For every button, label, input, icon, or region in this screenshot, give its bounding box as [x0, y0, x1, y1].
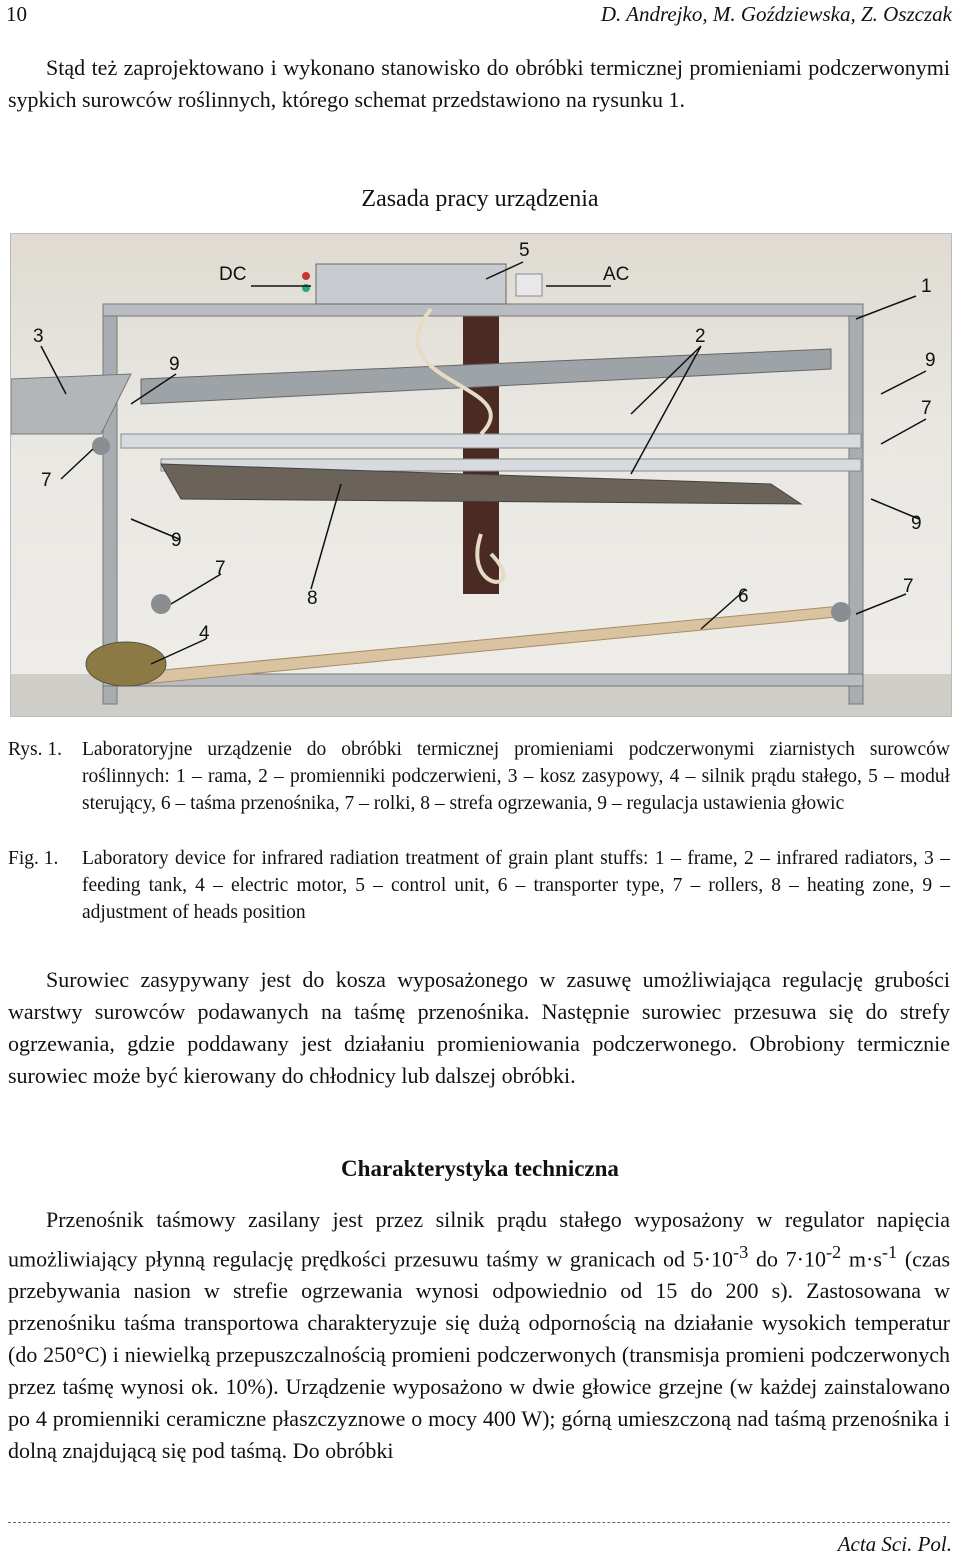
- terminal-green: [302, 284, 310, 292]
- label-3-feeding-tank: 3: [33, 326, 44, 347]
- exponent: -3: [733, 1242, 749, 1262]
- page-number: 10: [6, 2, 27, 26]
- ac-plug: [516, 274, 542, 296]
- exponent: -1: [881, 1242, 898, 1262]
- label-9-head-adjust: 9: [169, 354, 180, 375]
- section-title-principle: Zasada pracy urządzenia: [361, 186, 599, 212]
- paragraph-text: [8, 1204, 950, 1467]
- page-header: [6, 2, 952, 32]
- caption-tag-en: Fig. 1.: [8, 848, 59, 869]
- label-ac: AC: [603, 264, 630, 285]
- roller: [831, 602, 851, 622]
- label-7-roller: 7: [903, 576, 914, 597]
- label-2-radiators: 2: [695, 326, 706, 347]
- label-8-heating-zone: 8: [307, 588, 318, 609]
- label-7-roller: 7: [921, 398, 932, 419]
- journal-footer: Acta Sci. Pol.: [837, 1532, 952, 1556]
- label-9-head-adjust: 9: [171, 530, 182, 551]
- label-dc: DC: [219, 264, 247, 285]
- caption-text-pl: Laboratoryjne urządzenie do obróbki termicznej promieniami podczerwonymi ziarnistych surowców roślinnych: 1 – rama, 2 – promienniki podczerwieni, 3 – kosz zasypowy, 4 – silnik prądu stałego, 5 – moduł sterujący, 6 – taśma przenośnika, 7 – rolki, 8 – strefa ogrzewania, 9 – regulacja ustawienia głowic: [82, 739, 950, 814]
- label-5-control-unit: 5: [519, 240, 530, 261]
- intro-paragraph: [8, 52, 950, 116]
- frame-top-bar: [103, 304, 863, 316]
- text-span: (czas przebywania nasion w strefie ogrzewania wynosi odpowiednio od 15 do 200 s). Zastosowana w przenośniku taśma transportowa charakteryzuje się dużą odpornością na działanie wysokich temperatur (do 250°C) i niewielką przepuszczalnością promieni podczerwonych (transmisja promieni podczerwonych przez taśmę wynosi ok. 10%). Urządzenie wyposażono w dwie głowice grzejne (w każdej zainstalowano po 4 promienniki ceramiczne płaszczyznowe o mocy 400 W); górną umieszczoną nad taśmą przenośnika i dolną znajdującą się pod taśmą. Do obróbki: [8, 1246, 951, 1464]
- intro-text: Stąd też zaprojektowano i wykonano stanowisko do obróbki termicznej promieniami podczerwonymi sypkich surowców roślinnych, którego schemat przedstawiono na rysunku 1.: [8, 55, 950, 112]
- figure-device-photo: [10, 233, 952, 717]
- terminal-red: [302, 272, 310, 280]
- frame-right-upright: [849, 304, 863, 704]
- figure-caption-english: [8, 845, 950, 926]
- label-9-head-adjust: 9: [911, 513, 922, 534]
- upper-light-bar: [121, 434, 861, 448]
- running-head-authors: D. Andrejko, M. Goździewska, Z. Oszczak: [600, 2, 952, 26]
- body-paragraph-2: [8, 964, 950, 1092]
- roller: [151, 594, 171, 614]
- label-9-head-adjust: 9: [925, 350, 936, 371]
- text-span: do 7·10: [748, 1246, 826, 1272]
- control-module: [316, 264, 506, 304]
- caption-text-en: Laboratory device for infrared radiation treatment of grain plant stuffs: 1 – frame, 2 – infrared radiators, 3 – feeding tank, 4 – electric motor, 5 – control unit, 6 – transporter type, 7 – rollers, 8 – heating zone, 9 – adjustment of heads position: [82, 848, 950, 923]
- text-span: m·s: [841, 1246, 882, 1272]
- figure-caption-polish: [8, 736, 950, 817]
- caption-tag-pl: Rys. 1.: [8, 739, 62, 760]
- text-span: Przenośnik taśmowy zasilany jest przez silnik prądu stałego wyposażony w regulator napięcia umożliwiający płynną regulację prędkości przesuwu taśmy w granicach od 5·10: [8, 1207, 950, 1272]
- label-7-roller: 7: [41, 470, 52, 491]
- section-title-technical: Charakterystyka techniczna: [341, 1156, 619, 1181]
- label-4-motor: 4: [199, 623, 210, 644]
- device-illustration: [11, 234, 951, 716]
- label-7-roller: 7: [215, 558, 226, 579]
- exponent: -2: [825, 1242, 842, 1262]
- dc-motor: [86, 642, 166, 686]
- body-paragraph-3: [8, 1204, 950, 1467]
- roller: [92, 437, 110, 455]
- label-6-belt: 6: [738, 586, 749, 607]
- label-1-frame: 1: [921, 276, 932, 297]
- footer-divider: [8, 1522, 950, 1523]
- paragraph-text: Surowiec zasypywany jest do kosza wyposażonego w zasuwę umożliwiająca regulację grubości warstwy surowców podawanych na taśmę przenośnika. Następnie surowiec przesuwa się do strefy ogrzewania, gdzie poddawany jest działaniu promieniowania podczerwonego. Obrobiony termicznie surowiec może być kierowany do chłodnicy lub dalszej obróbki.: [8, 967, 950, 1088]
